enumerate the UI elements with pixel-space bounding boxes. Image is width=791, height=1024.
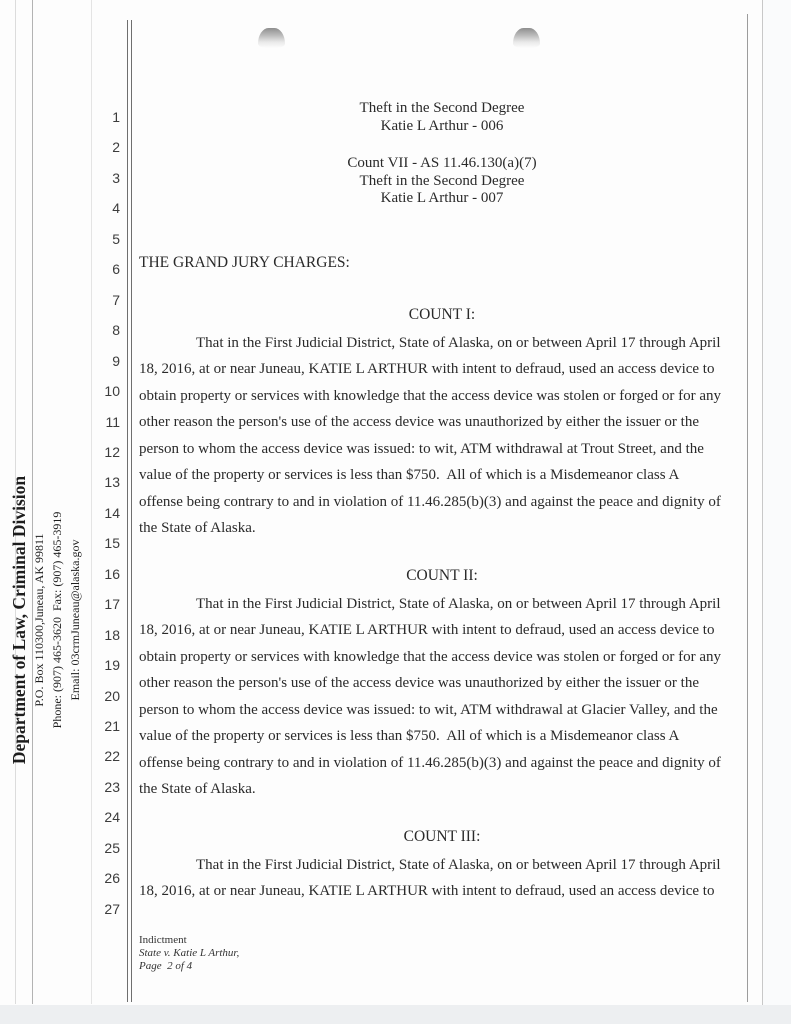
- line-number: 24: [104, 809, 120, 826]
- caption-block: [139, 155, 745, 208]
- line-number: 22: [104, 748, 120, 765]
- department-address-block: [8, 470, 86, 770]
- line-number: 12: [104, 443, 120, 460]
- caption-line: Katie L Arthur - 006: [380, 117, 504, 134]
- caption-block: [139, 100, 745, 135]
- body-line: 18, 2016, at or near Juneau, KATIE L ARTHUR with intent to defraud, used an access device to: [139, 361, 715, 377]
- line-number: 5: [112, 230, 120, 247]
- page-right-margin: [763, 0, 791, 1005]
- count-title: COUNT II:: [406, 566, 478, 584]
- department-email: Email: 03crmJuneau@alaska.gov: [68, 539, 82, 701]
- line-number: 18: [104, 626, 120, 643]
- line-number: 3: [112, 169, 120, 186]
- counts: [139, 305, 745, 905]
- footer-page-number: Page 2 of 4: [139, 960, 193, 972]
- line-number: 15: [104, 535, 120, 552]
- line-number: 7: [112, 291, 120, 308]
- line-number: 17: [104, 596, 120, 613]
- pleading-margin-rule: [127, 20, 132, 1002]
- scan-edge-line: [762, 0, 763, 1005]
- body-line: 18, 2016, at or near Juneau, KATIE L ARTHUR with intent to defraud, used an access device to: [139, 622, 715, 638]
- line-number: 27: [104, 900, 120, 917]
- count-section: [139, 305, 745, 542]
- grand-jury-heading: THE GRAND JURY CHARGES:: [139, 253, 350, 271]
- body-line: value of the property or services is less than $750. All of which is a Misdemeanor class A: [139, 728, 680, 744]
- line-number-column: [88, 109, 120, 949]
- body-line: the State of Alaska.: [139, 520, 256, 536]
- department-phone-fax: Phone: (907) 465-3620 Fax: (907) 465-3919: [50, 511, 64, 729]
- body-line: obtain property or services with knowledge that the access device was stolen or forged or for any: [139, 648, 722, 665]
- line-number: 26: [104, 870, 120, 887]
- department-address: P.O. Box 110300,Juneau, AK 99811: [32, 533, 46, 707]
- body-line: other reason the person's use of the access device was unauthorized by either the issuer or the: [139, 414, 700, 430]
- scan-edge-line: [747, 14, 748, 1002]
- body-line: value of the property or services is less than $750. All of which is a Misdemeanor class A: [139, 467, 680, 483]
- body-line: obtain property or services with knowledge that the access device was stolen or forged or for any: [139, 387, 722, 404]
- caption-line: Theft in the Second Degree: [359, 172, 525, 189]
- count-paragraph: [139, 330, 745, 542]
- line-number: 23: [104, 778, 120, 795]
- line-number: 16: [104, 565, 120, 582]
- line-number: 25: [104, 839, 120, 856]
- body-line: offense being contrary to and in violation of 11.46.285(b)(3) and against the peace and dignity of: [139, 754, 721, 771]
- line-number: 4: [112, 200, 120, 217]
- count-section: [139, 827, 745, 905]
- count-section: [139, 566, 745, 803]
- body-line: person to whom the access device was issued: to wit, ATM withdrawal at Glacier Valley, and the: [139, 701, 718, 718]
- line-number: 13: [104, 474, 120, 491]
- count-paragraph: [139, 852, 745, 905]
- department-title: Department of Law, Criminal Division: [9, 475, 29, 765]
- line-number: 21: [104, 718, 120, 734]
- caption-line: Katie L Arthur - 007: [380, 190, 504, 206]
- line-number: 11: [105, 413, 120, 430]
- caption-line: Theft in the Second Degree: [359, 100, 525, 116]
- line-number: 14: [104, 504, 120, 521]
- line-number: 9: [112, 352, 120, 369]
- body-line: person to whom the access device was issued: to wit, ATM withdrawal at Trout Street, and the: [139, 440, 704, 457]
- body-line: That in the First Judicial District, State of Alaska, on or between April 17 through April: [196, 856, 721, 873]
- line-number: 6: [112, 261, 120, 278]
- footer-case-name: State v. Katie L Arthur,: [139, 947, 240, 959]
- count-title: COUNT III:: [403, 827, 481, 845]
- document-body: [139, 0, 745, 905]
- body-line: That in the First Judicial District, State of Alaska, on or between April 17 through April: [196, 334, 721, 351]
- line-number: 10: [104, 383, 120, 400]
- count-title: COUNT I:: [408, 305, 476, 323]
- line-number: 8: [112, 322, 120, 339]
- body-line: other reason the person's use of the access device was unauthorized by either the issuer or the: [139, 675, 700, 691]
- footer-title: Indictment: [139, 934, 187, 946]
- line-number: 1: [112, 109, 120, 125]
- body-line: 18, 2016, at or near Juneau, KATIE L ARTHUR with intent to defraud, used an access device to: [139, 883, 715, 899]
- line-number: 20: [104, 687, 120, 704]
- body-line: That in the First Judicial District, State of Alaska, on or between April 17 through April: [196, 595, 721, 612]
- line-number: 19: [104, 657, 120, 674]
- body-line: offense being contrary to and in violation of 11.46.285(b)(3) and against the peace and dignity of: [139, 493, 721, 510]
- line-number: 2: [112, 139, 120, 156]
- scanner-background-band: [0, 1005, 791, 1024]
- document-footer: [139, 934, 239, 973]
- caption-line: Count VII - AS 11.46.130(a)(7): [347, 155, 537, 171]
- count-paragraph: [139, 591, 745, 803]
- body-line: the State of Alaska.: [139, 781, 256, 797]
